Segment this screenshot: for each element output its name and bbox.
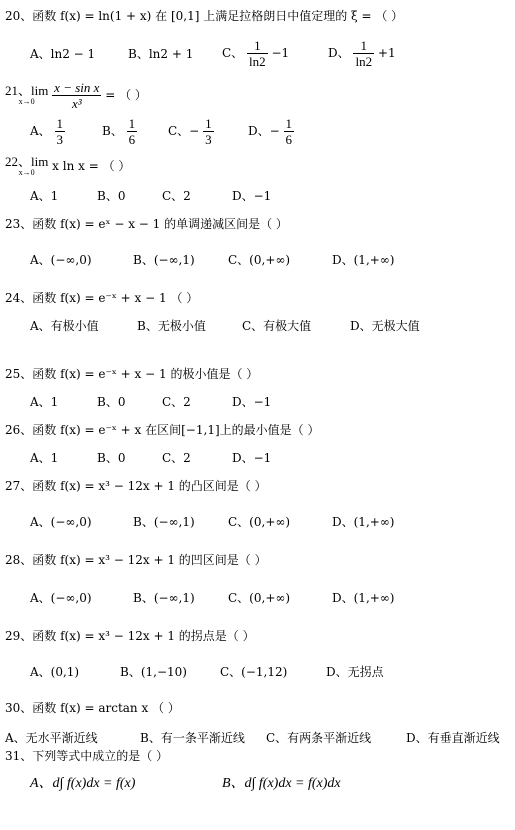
- q20-option-d-fraction: [353, 38, 374, 69]
- q20-option-d-tail: +1: [377, 46, 396, 60]
- q21-a-numerator: 1: [56, 116, 63, 131]
- q31-option-a: A、d∫ f(x)dx = f(x): [30, 776, 136, 791]
- question-20-stem: 20、函数 f(x) = ln(1 + x) 在 [0,1] 上满足拉格朗日中值定理的 ξ = （ ）: [5, 9, 404, 23]
- q27-option-c: C、(0,+∞): [228, 515, 291, 529]
- question-30-stem: 30、函数 f(x) = arctan x （ ）: [5, 701, 180, 715]
- q26-option-a: A、1: [30, 451, 59, 465]
- q21-c-denominator: 3: [205, 132, 212, 147]
- q21-limit: [5, 85, 48, 106]
- q21-denominator: x³: [71, 96, 82, 111]
- q22-option-d: D、−1: [232, 189, 272, 203]
- q28-option-b: B、(−∞,1): [133, 591, 195, 605]
- q26-option-d: D、−1: [232, 451, 272, 465]
- q22-tail: x ln x = （ ）: [52, 159, 131, 173]
- q21-b-numerator: 1: [128, 116, 136, 131]
- question-25-stem: 25、函数 f(x) = e⁻ˣ + x − 1 的极小值是（ ）: [5, 367, 259, 381]
- question-27-stem: 27、函数 f(x) = x³ − 12x + 1 的凸区间是（ ）: [5, 479, 267, 493]
- q21-option-a-label: A、: [30, 124, 51, 138]
- q21-option-b: [102, 116, 137, 147]
- q28-option-d: D、(1,+∞): [332, 591, 395, 605]
- q30-option-c: C、有两条平渐近线: [266, 731, 372, 745]
- q21-tail: = （ ）: [105, 88, 147, 102]
- q29-option-b: B、(1,−10): [120, 665, 187, 679]
- q21-limit-subscript: x→0: [18, 97, 35, 106]
- question-23-stem: 23、函数 f(x) = eˣ − x − 1 的单调递减区间是（ ）: [5, 217, 288, 231]
- q27-option-d: D、(1,+∞): [332, 515, 395, 529]
- q21-fraction: [52, 80, 101, 111]
- q20-option-b: B、ln2 + 1: [128, 47, 194, 61]
- q20-option-d: [328, 38, 396, 69]
- q22-option-a: A、1: [30, 189, 59, 203]
- q21-prefix: 21、lim: [5, 83, 49, 98]
- q20-option-d-label: D、: [328, 46, 350, 60]
- q24-option-d: D、无极大值: [350, 319, 420, 333]
- q20-option-c-label: C、: [222, 46, 244, 60]
- q22-option-c: C、2: [162, 189, 191, 203]
- q26-option-b: B、0: [97, 451, 126, 465]
- q23-option-d: D、(1,+∞): [332, 253, 395, 267]
- q20-d-numerator: 1: [353, 38, 374, 54]
- q27-option-b: B、(−∞,1): [133, 515, 195, 529]
- q21-option-b-fraction: [127, 116, 138, 147]
- q20-option-a: A、ln2 − 1: [30, 47, 96, 61]
- q21-option-c: [168, 116, 214, 147]
- q29-option-d: D、无拐点: [326, 665, 384, 679]
- q22-limit-subscript: x→0: [18, 168, 35, 177]
- q25-option-b: B、0: [97, 395, 126, 409]
- q20-option-c-fraction: [247, 38, 268, 69]
- q21-option-d: [248, 116, 294, 147]
- q24-option-a: A、有极小值: [30, 319, 99, 333]
- q29-option-c: C、(−1,12): [220, 665, 288, 679]
- q21-option-a-fraction: [55, 116, 66, 147]
- q21-option-b-label: B、: [102, 124, 123, 138]
- q22-option-b: B、0: [97, 189, 126, 203]
- q21-option-c-fraction: [203, 116, 214, 147]
- q29-option-a: A、(0,1): [30, 665, 80, 679]
- q24-option-b: B、无极小值: [137, 319, 206, 333]
- q24-option-c: C、有极大值: [242, 319, 312, 333]
- question-21-stem: [5, 80, 147, 111]
- q21-option-d-label: D、−: [248, 124, 280, 138]
- q27-option-a: A、(−∞,0): [30, 515, 92, 529]
- q21-option-c-label: C、−: [168, 124, 200, 138]
- q30-option-b: B、有一条平渐近线: [140, 731, 245, 745]
- q23-option-c: C、(0,+∞): [228, 253, 291, 267]
- q28-option-c: C、(0,+∞): [228, 591, 291, 605]
- q21-d-numerator: 1: [285, 116, 293, 131]
- q20-c-numerator: 1: [247, 38, 268, 54]
- q31-option-b: B、d∫ f(x)dx = f(x)dx: [222, 776, 341, 791]
- q25-option-d: D、−1: [232, 395, 272, 409]
- q28-option-a: A、(−∞,0): [30, 591, 92, 605]
- q21-numerator: x − sin x: [54, 80, 100, 95]
- q26-option-c: C、2: [162, 451, 191, 465]
- q21-option-a: [30, 116, 65, 147]
- q30-option-a: A、无水平渐近线: [5, 731, 98, 745]
- q20-option-c: [222, 38, 289, 69]
- q22-limit: [5, 156, 48, 177]
- q21-b-denominator: 6: [128, 132, 136, 147]
- q21-option-d-fraction: [284, 116, 295, 147]
- q20-option-c-tail: −1: [271, 46, 290, 60]
- q23-option-b: B、(−∞,1): [133, 253, 195, 267]
- q21-a-denominator: 3: [56, 132, 63, 147]
- q25-option-c: C、2: [162, 395, 191, 409]
- q30-option-d: D、有垂直渐近线: [406, 731, 500, 745]
- q21-d-denominator: 6: [285, 132, 293, 147]
- question-22-stem: [5, 156, 130, 177]
- question-24-stem: 24、函数 f(x) = e⁻ˣ + x − 1 （ ）: [5, 291, 199, 305]
- question-26-stem: 26、函数 f(x) = e⁻ˣ + x 在区间[−1,1]上的最小值是（ ）: [5, 423, 320, 437]
- question-31-stem: 31、下列等式中成立的是（ ）: [5, 749, 169, 763]
- q25-option-a: A、1: [30, 395, 59, 409]
- q21-c-numerator: 1: [205, 116, 212, 131]
- question-29-stem: 29、函数 f(x) = x³ − 12x + 1 的拐点是（ ）: [5, 629, 255, 643]
- q20-d-denominator: ln2: [355, 54, 373, 69]
- q20-c-denominator: ln2: [249, 54, 266, 69]
- question-28-stem: 28、函数 f(x) = x³ − 12x + 1 的凹区间是（ ）: [5, 553, 267, 567]
- q23-option-a: A、(−∞,0): [30, 253, 92, 267]
- q22-prefix: 22、lim: [5, 154, 49, 169]
